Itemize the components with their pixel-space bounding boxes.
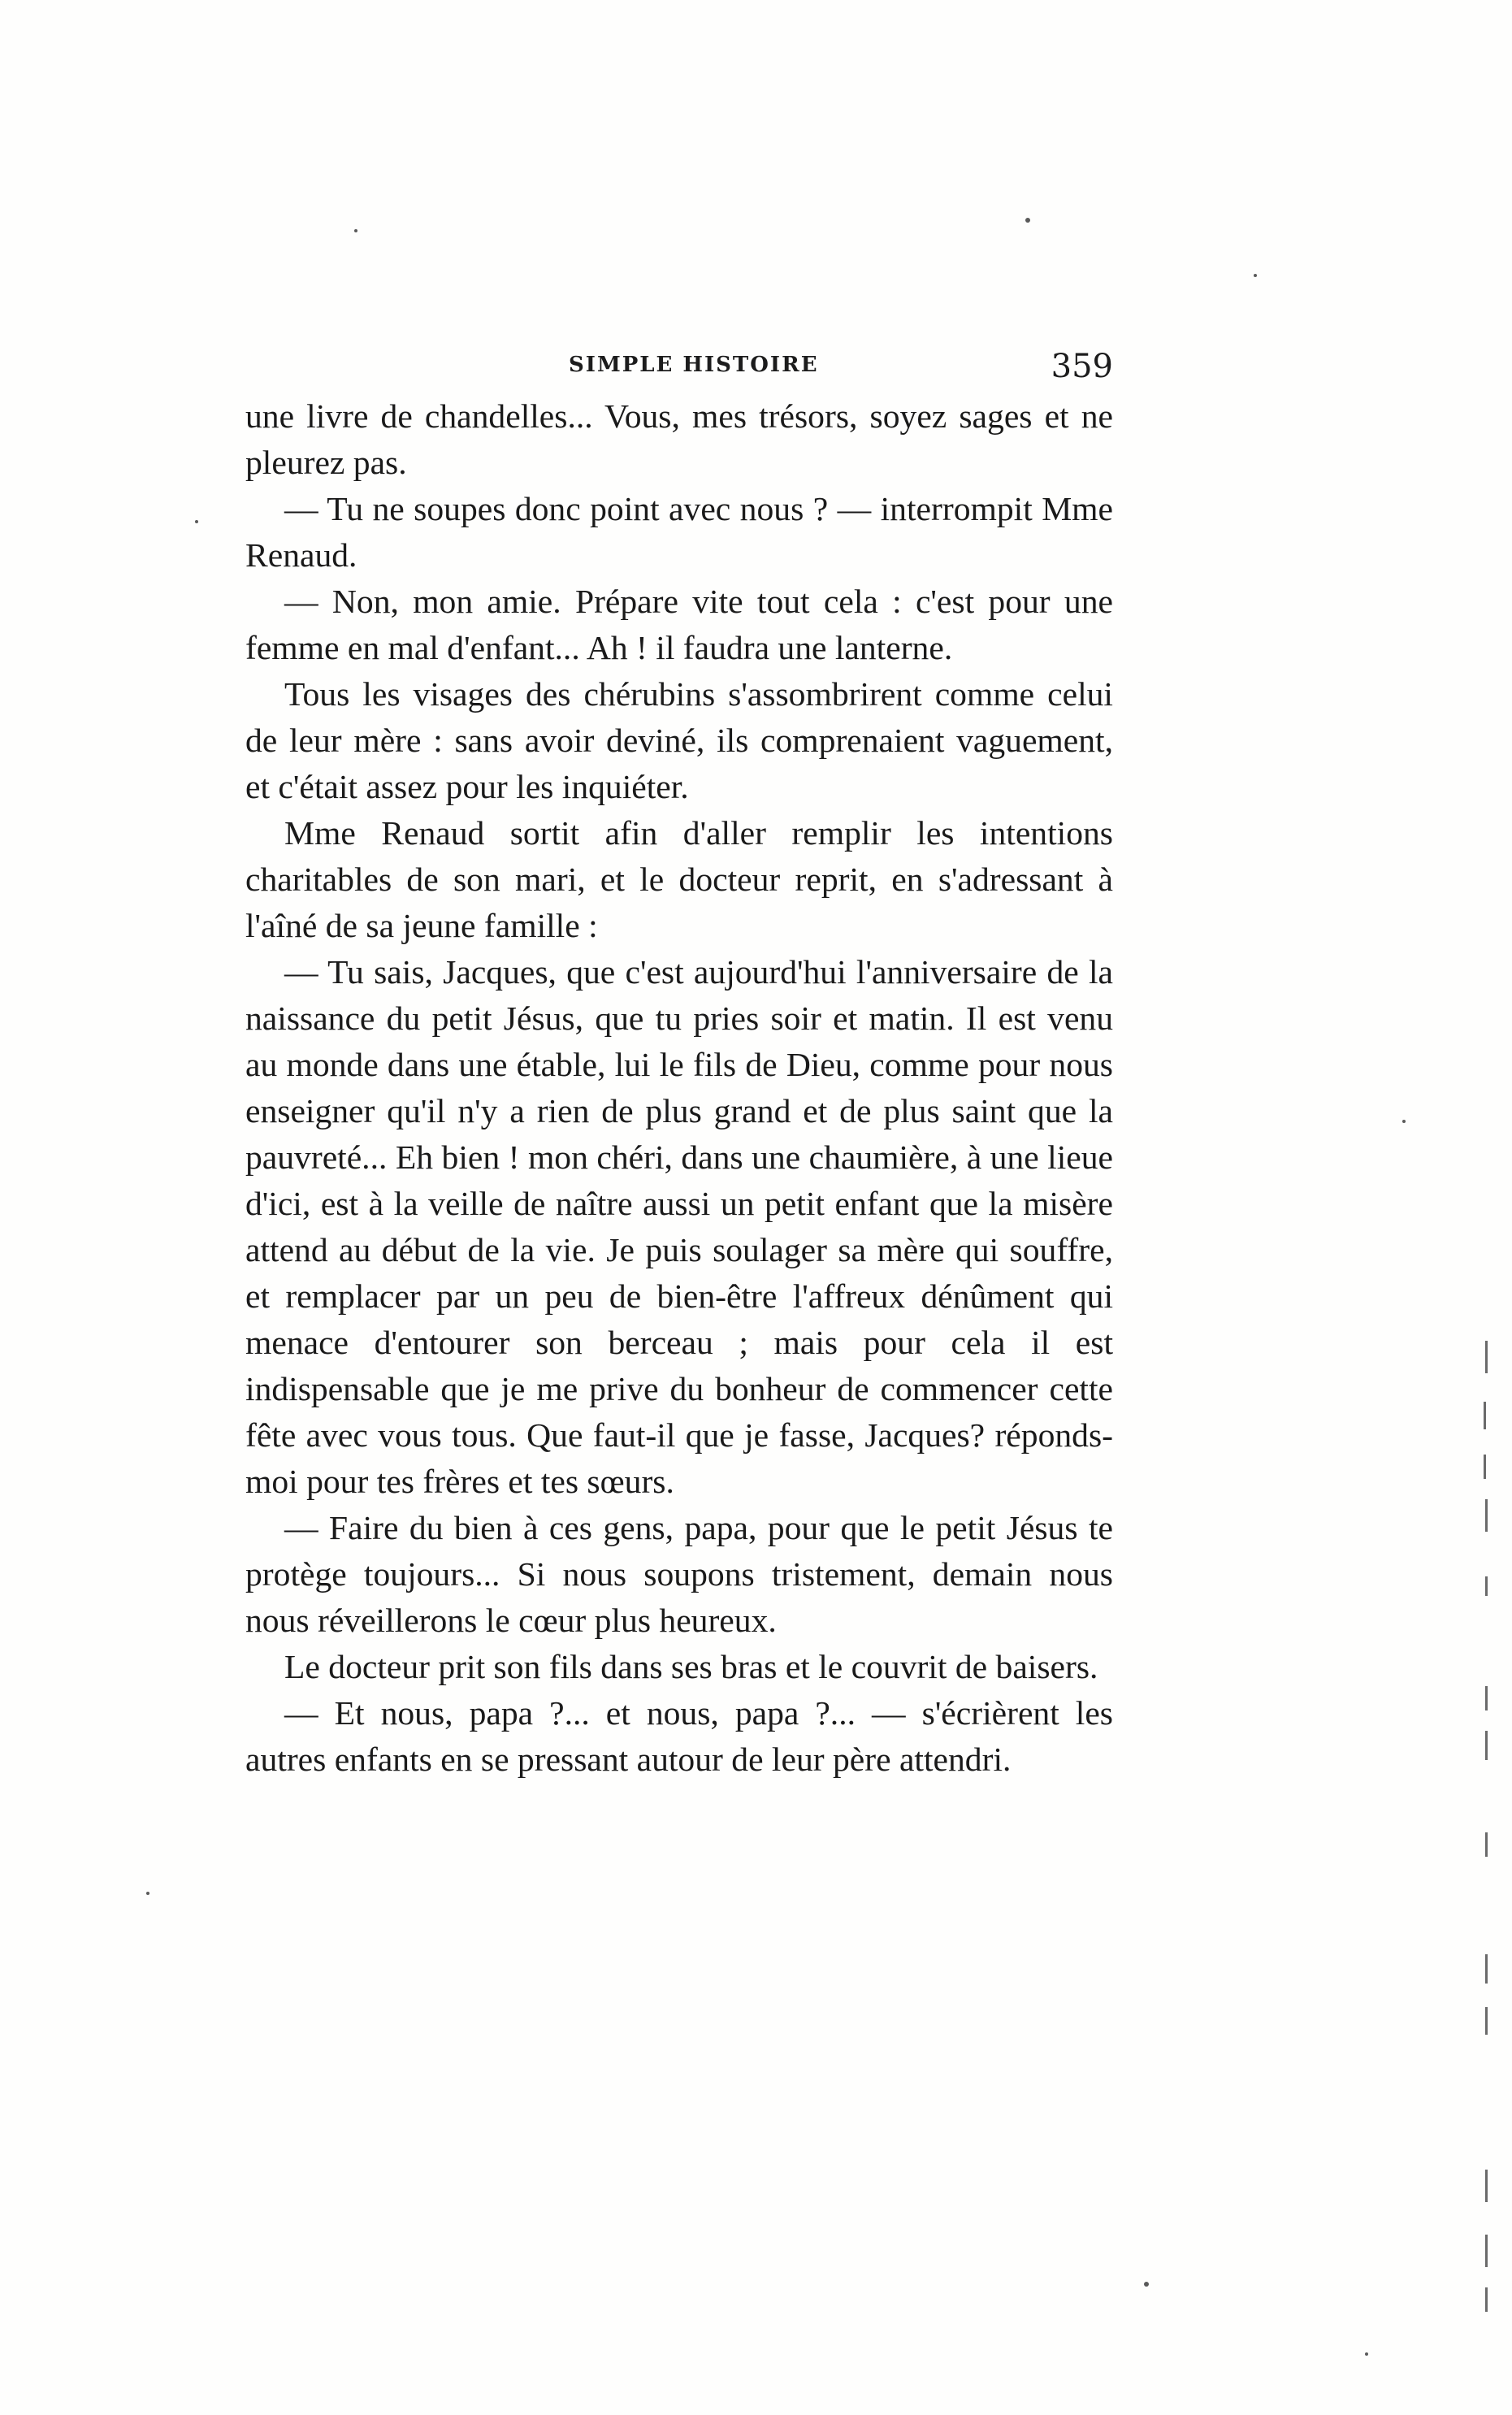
bleed-through-mark	[1485, 1954, 1488, 1984]
paragraph: Le docteur prit son fils dans ses bras et le couvrit de baisers.	[284, 1648, 1098, 1685]
bleed-through-mark	[1485, 1576, 1488, 1596]
bleed-through-mark	[1485, 1341, 1488, 1373]
paragraph: — Faire du bien à ces gens, papa, pour que le petit Jésus te protège toujours... Si nous soupons tristement, demain nous nous réveillerons le cœur plus heureux.	[245, 1509, 1113, 1639]
scan-speck	[1025, 218, 1030, 223]
bleed-through-mark	[1485, 2170, 1488, 2202]
paragraph: Mme Renaud sortit afin d'aller remplir les intentions charitables de son mari, et le docteur reprit, en s'adressant à l'aîné de sa jeune famille :	[245, 814, 1113, 944]
bleed-through-mark	[1485, 2007, 1488, 2035]
scan-speck	[354, 229, 357, 232]
page-number: 359	[1051, 348, 1113, 385]
scan-speck	[1254, 274, 1257, 277]
bleed-through-mark	[1485, 1832, 1488, 1857]
bleed-through-mark	[1485, 1731, 1488, 1760]
bleed-through-mark	[1485, 1686, 1488, 1710]
bleed-through-mark	[1485, 2287, 1488, 2312]
bleed-through-mark	[1485, 2235, 1488, 2267]
bleed-through-mark	[1485, 1499, 1488, 1532]
paragraph: — Tu ne soupes donc point avec nous ? — interrompit Mme Renaud.	[245, 490, 1113, 574]
scan-speck	[1144, 2282, 1149, 2287]
bleed-through-mark	[1484, 1402, 1486, 1429]
scan-speck	[146, 1892, 149, 1895]
paragraph: — Non, mon amie. Prépare vite tout cela : c'est pour une femme en mal d'enfant... Ah ! il faudra une lanterne.	[245, 583, 1113, 666]
running-head	[244, 348, 1113, 385]
paragraph: — Et nous, papa ?... et nous, papa ?... — s'écrièrent les autres enfants en se pressant autour de leur père attendri.	[245, 1694, 1113, 1778]
scan-speck	[1365, 2352, 1368, 2356]
paragraph: Tous les visages des chérubins s'assombrirent comme celui de leur mère : sans avoir deviné, ils comprenaient vaguement, et c'était assez pour les inquiéter.	[245, 675, 1113, 805]
paragraph: — Tu sais, Jacques, que c'est aujourd'hui l'anniversaire de la naissance du petit Jésus, que tu pries soir et matin. Il est venu au monde dans une étable, lui le fils de Dieu, comme pour nous enseigner qu'il n'y a rien de plus grand et de plus saint que la pauvreté... Eh bien ! mon chéri, dans une chaumière, à une lieue d'ici, est à la veille de naître aussi un petit enfant que la misère attend au début de la vie. Je puis soulager sa mère qui souffre, et remplacer par un peu de bien-être l'affreux dénûment qui menace d'entourer son berceau ; mais pour cela il est indispensable que je me prive du bonheur de commencer cette fête avec vous tous. Que faut-il que je fasse, Jacques? réponds-moi pour tes frères et tes sœurs.	[245, 953, 1113, 1500]
running-title: SIMPLE HISTOIRE	[569, 353, 819, 377]
body-text	[245, 393, 1113, 1783]
scan-speck	[1402, 1120, 1406, 1123]
bleed-through-mark	[1484, 1455, 1486, 1479]
scan-speck	[195, 520, 198, 523]
paragraph: une livre de chandelles... Vous, mes trésors, soyez sages et ne pleurez pas.	[245, 397, 1113, 481]
